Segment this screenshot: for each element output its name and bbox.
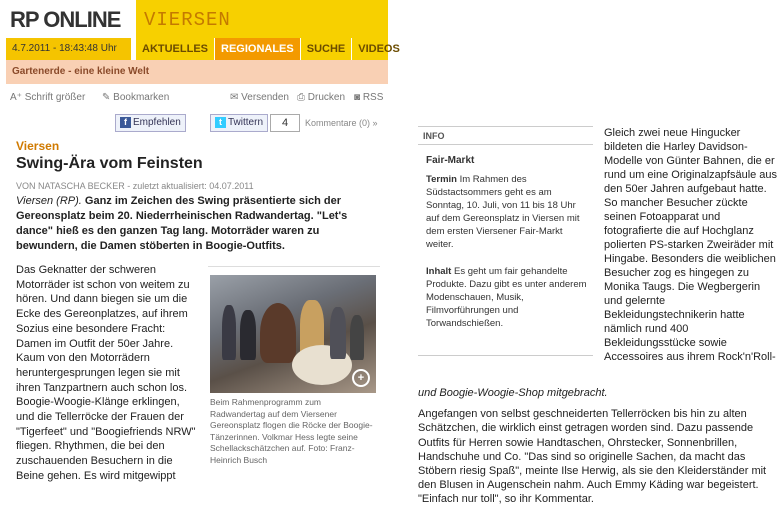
logo-area[interactable] <box>0 0 136 38</box>
article-body-bottom <box>418 386 779 507</box>
print-link[interactable] <box>297 92 345 103</box>
bookmark-icon: ✎ <box>102 92 114 103</box>
tab-suche[interactable]: SUCHE <box>301 38 353 60</box>
bookmark-link[interactable] <box>102 92 169 103</box>
lead-text: Ganz im Zeichen des Swing präsentierte sich der Gereonsplatz beim 20. Niederrheinischen Radwandertag. "Let's dance" hieß es den ganzen Tag lang. Motorräder waren zu bewundern, die Damen stöberten in Boogie-Outfits. <box>16 195 348 252</box>
article-kicker: Viersen <box>16 139 60 153</box>
tab-aktuelles[interactable]: AKTUELLES <box>136 38 215 60</box>
info-inhalt <box>426 265 588 330</box>
info-inhalt-text: Es geht um fair gehandelte Produkte. Dazu gibt es unter anderem Modenschauen, Musik, Filmvorführungen und Torwandschießen. <box>426 266 587 329</box>
photo-caption: Beim Rahmenprogramm zum Radwandertag auf dem Viersener Gereonsplatz flogen die Röcke der Boogie-Tänzerinnen. Volkmar Hess legte seine Schellackschätzchen auf. Foto: Franz-Heinrich Busch <box>210 397 373 465</box>
rss-icon: ◙ <box>354 92 363 103</box>
body-continuation: und Boogie-Woogie-Shop mitgebracht. <box>418 387 608 399</box>
lead-location: Viersen (RP). <box>16 195 82 207</box>
twitter-count: 4 <box>270 114 300 132</box>
rss-link[interactable] <box>354 92 383 103</box>
article-body: Das Geknatter der schweren Motorräder ist schon von weitem zu hören. Und dann biegen sie um die Ecke des Gereonplatzes, auf ihrem Sozius eine besondere Fracht: Damen im Outfit der 50er Jahre. Kaum von den Motorrädern heruntergesprungen legen sie mit ihren Tanzpartnern auch schon los. Boogie-Woogie-Klänge erklingen, und die Tellerröcke der Frauen der "Tigerfeet" und "Boogiefriends NRW" fliegen. Rhythmen, die bei den zuschauenden Besuchern in die Beine gehen. Es wird mitgewippt <box>16 264 196 482</box>
comments-link[interactable]: Kommentare (0) » <box>305 118 378 128</box>
info-termin-text: Im Rahmen des Südstactsommers geht es am Sonntag, 10. Juli, von 11 bis 18 Uhr auf dem Gereonsplatz in Viersen mit dem ersten Viersener Fair-Markt weiter. <box>426 174 580 250</box>
twitter-icon: t <box>215 117 226 128</box>
tab-videos[interactable]: VIDEOS <box>352 38 407 60</box>
article-headline: Swing-Ära vom Feinsten <box>16 155 203 172</box>
info-termin <box>426 173 588 251</box>
share-bar <box>115 114 390 134</box>
print-label: Drucken <box>307 92 346 103</box>
article-tools <box>10 92 388 108</box>
send-link[interactable] <box>230 92 289 103</box>
send-label: Versenden <box>241 92 289 103</box>
section-header <box>136 0 388 38</box>
info-inhalt-label: Inhalt <box>426 266 452 277</box>
print-icon: ⎙ <box>297 92 308 103</box>
date-time: 4.7.2011 - 18:43:48 Uhr <box>6 38 131 60</box>
bookmark-label: Bookmarken <box>113 92 170 103</box>
mail-icon: ✉ <box>230 92 242 103</box>
article-photo[interactable] <box>210 275 376 393</box>
body-paragraph: Angefangen von selbst geschneiderten Tellerröcken bis hin zu alten Schätzchen, die wirklich einst getragen worden sind. Dazu passende Outfits für Herren sowie Handtaschen, Ohrstecker, Sonnenbrillen, Handschuhe und Co. "Das sind so originelle Sachen, da macht das Stöbern riesig Spaß", meinte Ilse Herwig, als sie den Kleiderständer mit den Blusen in Augenschein nahm. Auch Emmy Käding war begeistert. "Einfach nur toll", so ihr Kommentar. <box>418 408 767 506</box>
info-title: Fair-Markt <box>426 155 475 166</box>
info-heading: INFO <box>418 127 593 145</box>
facebook-label: Empfehlen <box>133 117 181 128</box>
article-body-right: Gleich zwei neue Hingucker bildeten die Harley Davidson-Modelle von Günter Bahnen, die er rund um eine Originalzapfsäule aus den 50er Jahren aufgebaut hatte. So mancher Besucher zückte seinen Fotoapparat und fotografierte die auf Hochglanz polierten PS-starken Zweiräder mit Hingabe. Besonders die weiblichen Besucher zog es hingegen zu Monika Taugs. Die Wegbergerin und gelernte Bekleidungstechnikerin hatte nämlich rund 400 Bekleidungsstücke sowie Accessoires aus ihrem Rock'n'Roll- <box>604 127 778 363</box>
tab-regionales[interactable]: REGIONALES <box>215 38 301 60</box>
facebook-icon: f <box>120 117 131 128</box>
site-logo[interactable]: RP ONLINE <box>10 7 121 32</box>
subnav-link[interactable]: Gartenerde - eine kleine Welt <box>6 60 388 84</box>
info-termin-label: Termin <box>426 174 457 185</box>
zoom-icon[interactable]: + <box>352 369 370 387</box>
article-byline: VON NATASCHA BECKER - zuletzt aktualisiert: 04.07.2011 <box>16 181 254 191</box>
twitter-label: Twittern <box>228 117 264 128</box>
rss-label: RSS <box>362 92 384 103</box>
main-nav <box>136 38 400 60</box>
article-lead <box>16 194 381 254</box>
twitter-button[interactable] <box>210 114 268 132</box>
info-box <box>418 126 593 356</box>
facebook-recommend-button[interactable] <box>115 114 186 132</box>
section-title: VIERSEN <box>144 9 231 31</box>
photo-box <box>208 266 380 493</box>
font-larger-link[interactable]: A⁺ Schrift größer <box>10 92 86 103</box>
